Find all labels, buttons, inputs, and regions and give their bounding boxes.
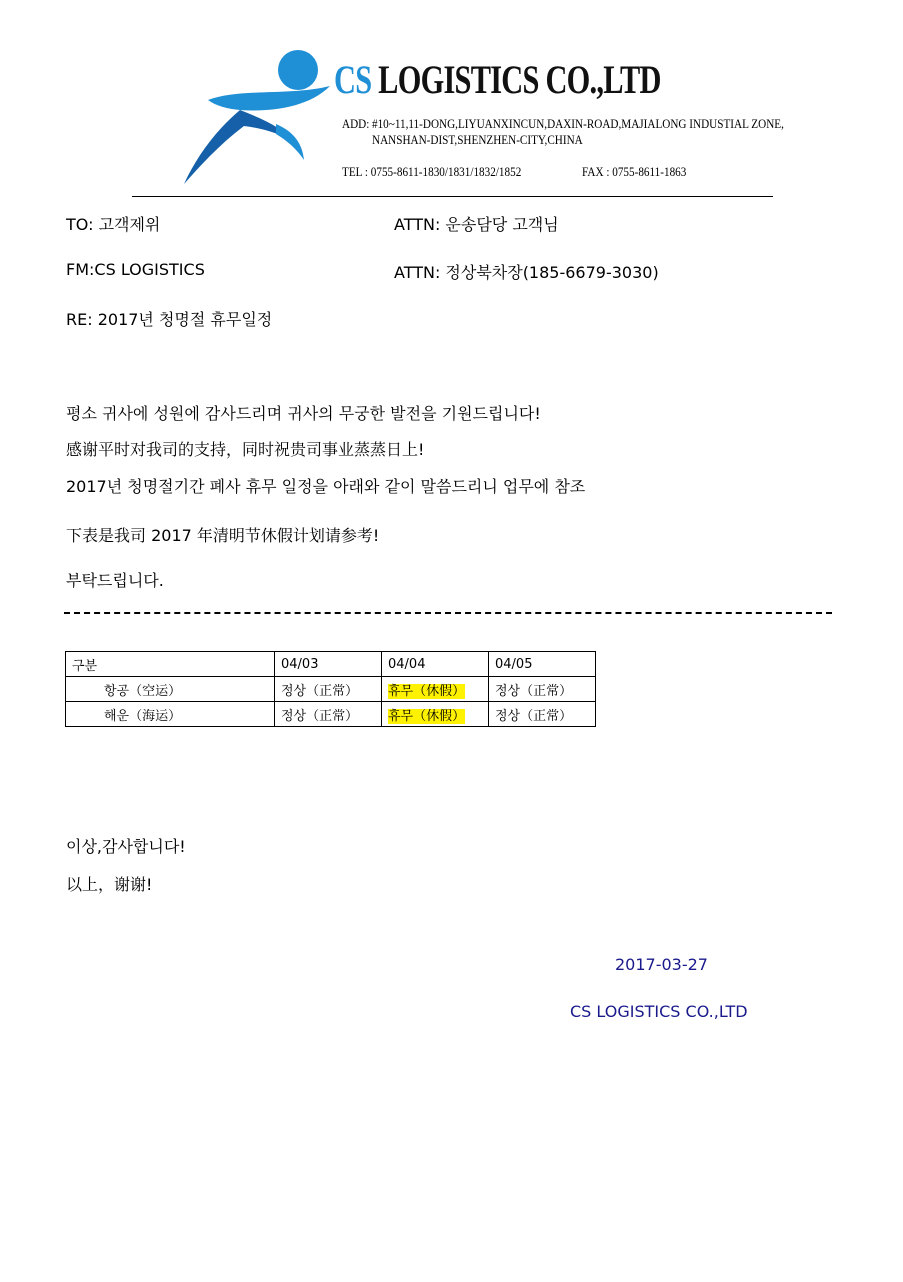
table-header-cell: 04/04 [382, 652, 489, 677]
table-cell: 정상（正常） [275, 702, 382, 727]
letterhead-divider [132, 196, 773, 197]
table-row [66, 702, 596, 727]
table-row [66, 677, 596, 702]
table-cell: 정상（正常） [275, 677, 382, 702]
table-header-cell: 04/05 [489, 652, 596, 677]
table-header-cell: 04/03 [275, 652, 382, 677]
body-line-5: 부탁드립니다. [66, 571, 164, 590]
table-cell: 정상（正常） [489, 677, 596, 702]
attn-from-line: ATTN: 정상북차장(185-6679-3030) [394, 263, 659, 282]
company-title-rest: LOGISTICS CO.,LTD [378, 57, 661, 102]
dashed-divider [64, 612, 832, 614]
table-cell [382, 702, 489, 727]
table-cell [382, 677, 489, 702]
from-line: FM:CS LOGISTICS [66, 260, 205, 279]
fax: FAX : 0755-8611-1863 [582, 164, 687, 179]
signature-company: CS LOGISTICS CO.,LTD [570, 1002, 748, 1021]
holiday-schedule-table [65, 651, 596, 727]
telephone: TEL : 0755-8611-1830/1831/1832/1852 [342, 164, 522, 179]
subject-line: RE: 2017년 청명절 휴무일정 [66, 310, 273, 329]
body-line-3: 2017년 청명절기간 폐사 휴무 일정을 아래와 같이 말씀드리니 업무에 참조 [66, 477, 586, 496]
closing-line-1: 이상,감사합니다! [66, 837, 186, 856]
address-line-1: #10~11,11-DONG,LIYUANXINCUN,DAXIN-ROAD,MAJIALONG INDUSTIAL ZONE, [372, 116, 784, 131]
to-line: TO: 고객제위 [66, 215, 161, 234]
body-line-4: 下表是我司 2017 年清明节休假计划请参考! [66, 526, 380, 545]
table-cell: 해운（海运） [66, 702, 275, 727]
company-title [334, 56, 661, 103]
body-line-1: 평소 귀사에 성원에 감사드리며 귀사의 무궁한 발전을 기원드립니다! [66, 404, 541, 423]
closing-line-2: 以上，谢谢! [66, 875, 153, 894]
company-title-cs: CS [334, 57, 372, 102]
letter-date: 2017-03-27 [615, 955, 708, 974]
running-figure-logo [180, 48, 340, 188]
highlighted-holiday: 휴무（休假） [388, 708, 466, 724]
body-line-2: 感谢平时对我司的支持，同时祝贵司事业蒸蒸日上! [66, 440, 425, 459]
table-cell: 정상（正常） [489, 702, 596, 727]
address-label: ADD: [342, 116, 370, 131]
table-header-cell: 구분 [66, 652, 275, 677]
highlighted-holiday: 휴무（休假） [388, 683, 466, 699]
table-header-row [66, 652, 596, 677]
attn-to-line: ATTN: 운송담당 고객님 [394, 215, 559, 234]
table-cell: 항공（空运） [66, 677, 275, 702]
address-line-2: NANSHAN-DIST,SHENZHEN-CITY,CHINA [372, 132, 583, 147]
